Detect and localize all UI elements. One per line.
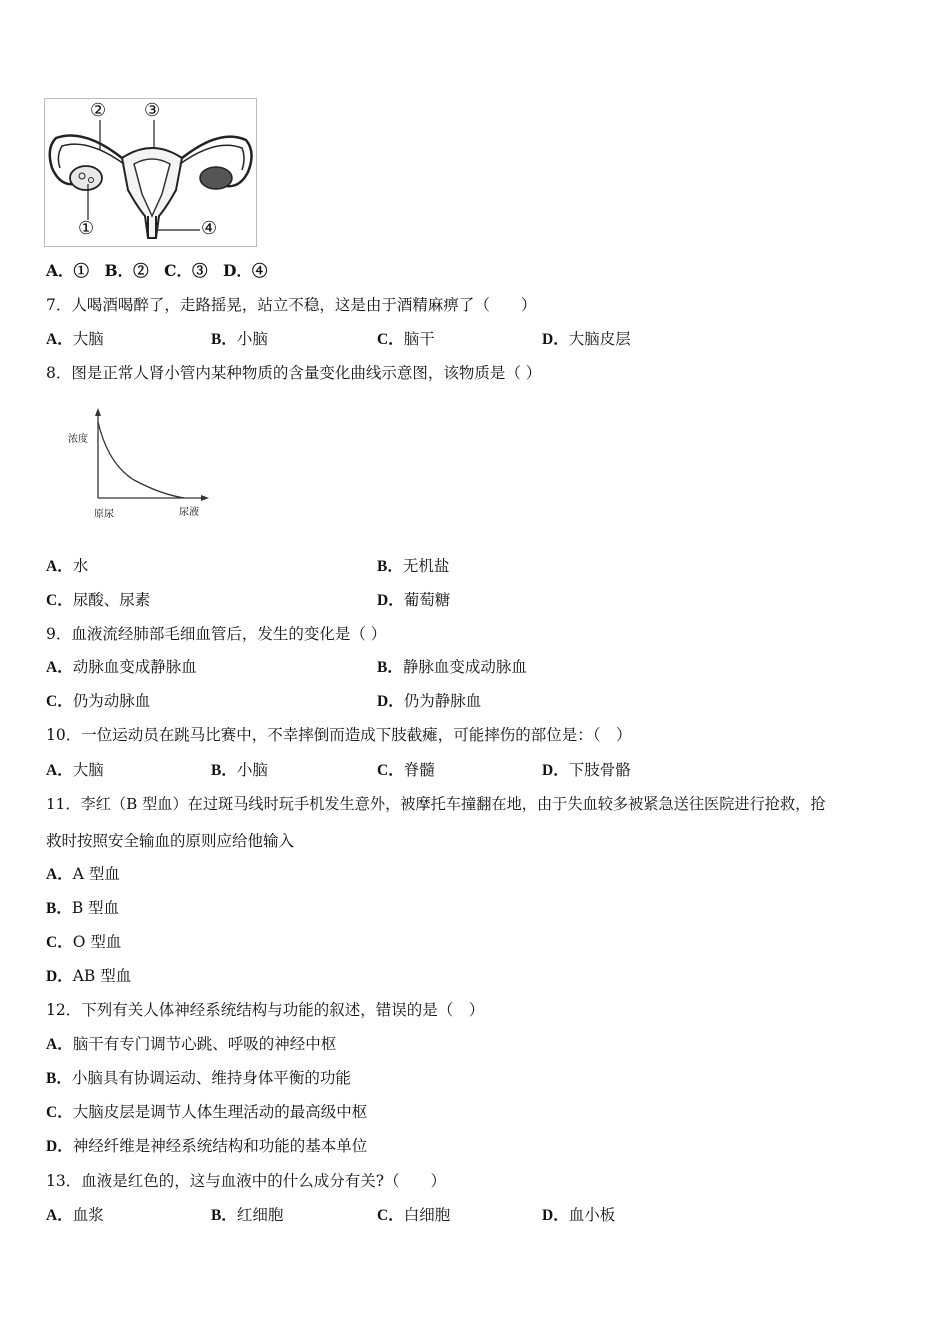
q13-option-b[interactable] bbox=[211, 1205, 283, 1226]
q11-option-b[interactable] bbox=[46, 898, 119, 919]
option-text: 小脑 bbox=[236, 761, 268, 779]
option-text: 葡萄糖 bbox=[403, 591, 451, 609]
option-text: 大脑皮层是调节人体生理活动的最高级中枢 bbox=[72, 1103, 368, 1121]
option-text: 小脑 bbox=[236, 330, 268, 348]
q12-option-a[interactable] bbox=[46, 1034, 336, 1055]
q7-option-b[interactable] bbox=[211, 329, 268, 350]
option-text: 静脉血变成动脉血 bbox=[402, 658, 527, 676]
label-4: ④ bbox=[201, 218, 218, 239]
label-2: ② bbox=[90, 100, 107, 121]
option-text: A 型血 bbox=[72, 865, 120, 883]
q9-stem: 9．血液流经肺部毛细血管后，发生的变化是（ ） bbox=[46, 625, 387, 643]
option-letter: A． bbox=[46, 558, 73, 575]
q8-stem: 8．图是正常人肾小管内某种物质的含量变化曲线示意图，该物质是（ ） bbox=[46, 364, 542, 382]
q8-option-a[interactable] bbox=[46, 556, 88, 577]
label-3: ③ bbox=[144, 100, 161, 121]
option-letter: D． bbox=[46, 968, 73, 985]
q9-option-c[interactable] bbox=[46, 691, 150, 712]
x-axis-arrow bbox=[201, 495, 209, 501]
concentration-chart bbox=[64, 404, 214, 524]
option-text: 脑干有专门调节心跳、呼吸的神经中枢 bbox=[72, 1035, 337, 1053]
option-letter: D． bbox=[542, 331, 569, 348]
option-letter: D． bbox=[542, 1207, 569, 1224]
option-text: 大脑 bbox=[72, 761, 104, 779]
q7-option-a[interactable] bbox=[46, 329, 104, 350]
option-text: 水 bbox=[72, 557, 89, 575]
q11-option-c[interactable] bbox=[46, 932, 121, 953]
q12-option-c[interactable] bbox=[46, 1102, 367, 1123]
option-letter: B． bbox=[46, 900, 72, 917]
concentration-curve bbox=[98, 422, 184, 498]
option-letter: A． bbox=[46, 866, 73, 883]
option-letter: B． bbox=[211, 1207, 237, 1224]
option-text: 脊髓 bbox=[403, 761, 435, 779]
option-text: 尿酸、尿素 bbox=[72, 591, 151, 609]
option-letter: C． bbox=[46, 592, 73, 609]
q11-stem-line1: 11．李红（B 型血）在过斑马线时玩手机发生意外，被摩托车撞翻在地，由于失血较多被紧急送往医院进行抢救，抢 bbox=[46, 795, 826, 813]
q12-stem: 12．下列有关人体神经系统结构与功能的叙述，错误的是（ ） bbox=[46, 1001, 485, 1019]
option-text: 仍为静脉血 bbox=[403, 692, 482, 710]
option-letter: B． bbox=[211, 331, 237, 348]
option-text: 白细胞 bbox=[403, 1206, 451, 1224]
q8-option-d[interactable] bbox=[377, 590, 450, 611]
option-text: 小脑具有协调运动、维持身体平衡的功能 bbox=[71, 1069, 351, 1087]
q13-option-d[interactable] bbox=[542, 1205, 615, 1226]
q8-option-b[interactable] bbox=[377, 556, 449, 577]
q10-stem: 10．一位运动员在跳马比赛中，不幸摔倒而造成下肢截瘫，可能摔伤的部位是：（ ） bbox=[46, 726, 632, 744]
option-letter: D． bbox=[542, 762, 569, 779]
q6-options: A．① B．② C．③ D．④ bbox=[46, 261, 268, 280]
option-letter: C． bbox=[46, 1104, 73, 1121]
option-text: 动脉血变成静脉血 bbox=[72, 658, 197, 676]
chart-x-start: 原尿 bbox=[94, 509, 114, 520]
option-letter: C． bbox=[377, 1207, 404, 1224]
q10-option-a[interactable] bbox=[46, 760, 104, 781]
q7-stem: 7．人喝酒喝醉了，走路摇晃，站立不稳，这是由于酒精麻痹了（ ） bbox=[46, 296, 537, 314]
option-text: 神经纤维是神经系统结构和功能的基本单位 bbox=[72, 1137, 368, 1155]
option-text: AB 型血 bbox=[72, 967, 132, 985]
option-text: 脑干 bbox=[403, 330, 435, 348]
q12-option-d[interactable] bbox=[46, 1136, 367, 1157]
option-text: 无机盐 bbox=[402, 557, 450, 575]
option-letter: A． bbox=[46, 331, 73, 348]
q9-option-a[interactable] bbox=[46, 657, 197, 678]
q10-option-c[interactable] bbox=[377, 760, 435, 781]
q12-option-b[interactable] bbox=[46, 1068, 351, 1089]
option-letter: C． bbox=[377, 331, 404, 348]
option-text: 大脑皮层 bbox=[568, 330, 631, 348]
option-letter: A． bbox=[46, 1036, 73, 1053]
reproductive-system-figure bbox=[44, 98, 258, 248]
option-text: 血浆 bbox=[72, 1206, 104, 1224]
q11-option-d[interactable] bbox=[46, 966, 131, 987]
option-text: 血小板 bbox=[568, 1206, 616, 1224]
option-text: 仍为动脉血 bbox=[72, 692, 151, 710]
q13-stem: 13．血液是红色的，这与血液中的什么成分有关?（ ） bbox=[46, 1172, 447, 1190]
q8-option-c[interactable] bbox=[46, 590, 150, 611]
option-text: 大脑 bbox=[72, 330, 104, 348]
option-letter: A． bbox=[46, 1207, 73, 1224]
chart-x-end: 尿液 bbox=[179, 507, 199, 518]
option-letter: D． bbox=[377, 592, 404, 609]
option-text: 下肢骨骼 bbox=[568, 761, 631, 779]
q13-option-a[interactable] bbox=[46, 1205, 104, 1226]
option-letter: B． bbox=[377, 558, 403, 575]
q11-option-a[interactable] bbox=[46, 864, 120, 885]
q9-option-b[interactable] bbox=[377, 657, 527, 678]
option-text: 红细胞 bbox=[236, 1206, 284, 1224]
q10-option-b[interactable] bbox=[211, 760, 268, 781]
chart-ylabel: 浓度 bbox=[68, 434, 88, 445]
q13-option-c[interactable] bbox=[377, 1205, 450, 1226]
q9-option-d[interactable] bbox=[377, 691, 481, 712]
q7-option-d[interactable] bbox=[542, 329, 631, 350]
option-letter: B． bbox=[377, 659, 403, 676]
option-letter: A． bbox=[46, 659, 73, 676]
option-letter: C． bbox=[46, 934, 73, 951]
option-letter: D． bbox=[377, 693, 404, 710]
option-letter: A． bbox=[46, 762, 73, 779]
option-letter: C． bbox=[46, 693, 73, 710]
option-letter: C． bbox=[377, 762, 404, 779]
q7-option-c[interactable] bbox=[377, 329, 435, 350]
option-letter: B． bbox=[46, 1070, 72, 1087]
q10-option-d[interactable] bbox=[542, 760, 631, 781]
y-axis-arrow bbox=[95, 408, 101, 416]
option-text: B 型血 bbox=[71, 899, 120, 917]
option-text: O 型血 bbox=[72, 933, 122, 951]
option-letter: B． bbox=[211, 762, 237, 779]
label-1: ① bbox=[78, 218, 95, 239]
q11-stem-line2: 救时按照安全输血的原则应给他输入 bbox=[46, 832, 295, 850]
option-letter: D． bbox=[46, 1138, 73, 1155]
